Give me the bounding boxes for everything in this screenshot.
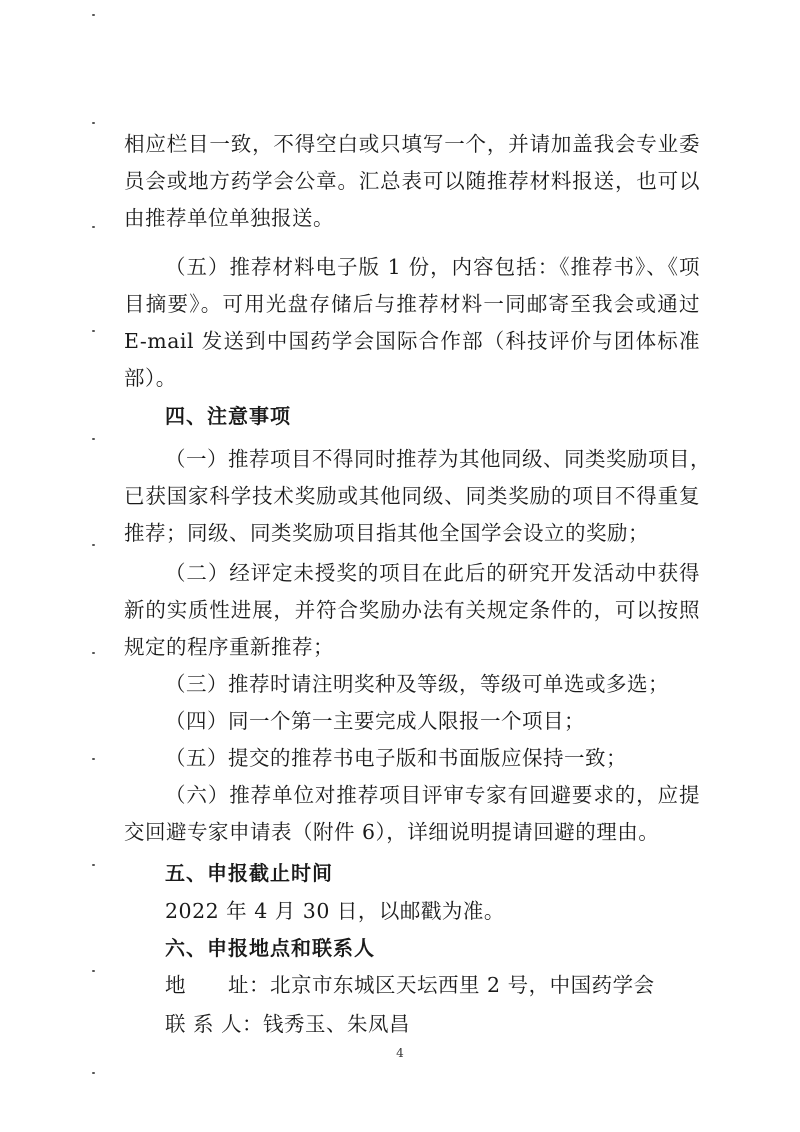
address-value: 北京市东城区天坛西里 2 号，中国药学会 — [270, 973, 655, 997]
text-line: 已获国家科学技术奖励或其他同级、同类奖励的项目不得重复 — [124, 484, 700, 508]
text-line: 相应栏目一致，不得空白或只填写一个，并请加盖我会专业委 — [124, 132, 700, 156]
scan-mark — [92, 970, 95, 972]
notice-item-3: （三）推荐时请注明奖种及等级，等级可单选或多选； — [165, 672, 669, 696]
text-line: 新的实质性进展，并符合奖励办法有关规定条件的，可以按照 — [124, 598, 700, 622]
scan-mark — [92, 652, 95, 654]
text-line: 部）。 — [124, 366, 177, 390]
scan-mark — [92, 1072, 95, 1074]
text-line: 由推荐单位单独报送。 — [124, 206, 334, 230]
address-label: 地 址： — [165, 973, 270, 997]
text-line: （二）经评定未授奖的项目在此后的研究开发活动中获得 — [165, 561, 700, 585]
text-line: （五）推荐材料电子版 1 份，内容包括：《推荐书》、《项 — [165, 255, 700, 279]
text-line: 交回避专家申请表（附件 6），详细说明提请回避的理由。 — [124, 820, 660, 844]
scan-mark — [92, 438, 95, 440]
scan-mark — [92, 864, 95, 866]
scan-mark — [92, 122, 95, 124]
notice-item-2 — [124, 555, 700, 666]
notice-item-1 — [124, 441, 711, 552]
section-heading: 四、注意事项 — [165, 404, 291, 428]
contact-label: 联 系 人： — [165, 1012, 264, 1036]
scan-mark — [92, 758, 95, 760]
section-heading: 五、申报截止时间 — [165, 861, 333, 885]
text-line: 规定的程序重新推荐； — [124, 635, 334, 659]
continuation-paragraph — [124, 126, 700, 237]
text-line: 推荐；同级、同类奖励项目指其他全国学会设立的奖励； — [124, 521, 649, 545]
scan-mark — [92, 226, 95, 228]
notice-item-4: （四）同一个第一主要完成人限报一个项目； — [165, 709, 585, 733]
section-heading: 六、申报地点和联系人 — [165, 936, 375, 960]
text-line: （六）推荐单位对推荐项目评审专家有回避要求的，应提 — [165, 783, 700, 807]
item-five-paragraph — [124, 249, 700, 397]
scan-mark — [92, 330, 95, 332]
text-line: （一）推荐项目不得同时推荐为其他同级、同类奖励项目， — [165, 447, 711, 471]
text-line: 员会或地方药学会公章。汇总表可以随推荐材料报送，也可以 — [124, 169, 700, 193]
text-line: E-mail 发送到中国药学会国际合作部（科技评价与团体标准 — [124, 329, 700, 353]
deadline-text: 2022 年 4 月 30 日，以邮戳为准。 — [165, 899, 505, 923]
scan-mark — [92, 544, 95, 546]
address-line — [165, 967, 655, 1004]
page-number: 4 — [396, 1046, 404, 1060]
contact-value: 钱秀玉、朱凤昌 — [263, 1012, 411, 1036]
text-line: 目摘要》。可用光盘存储后与推荐材料一同邮寄至我会或通过 — [124, 292, 700, 316]
scan-mark — [92, 14, 95, 16]
contact-line — [165, 1006, 410, 1043]
notice-item-6 — [124, 777, 700, 851]
notice-item-5: （五）提交的推荐书电子版和书面版应保持一致； — [165, 746, 627, 770]
